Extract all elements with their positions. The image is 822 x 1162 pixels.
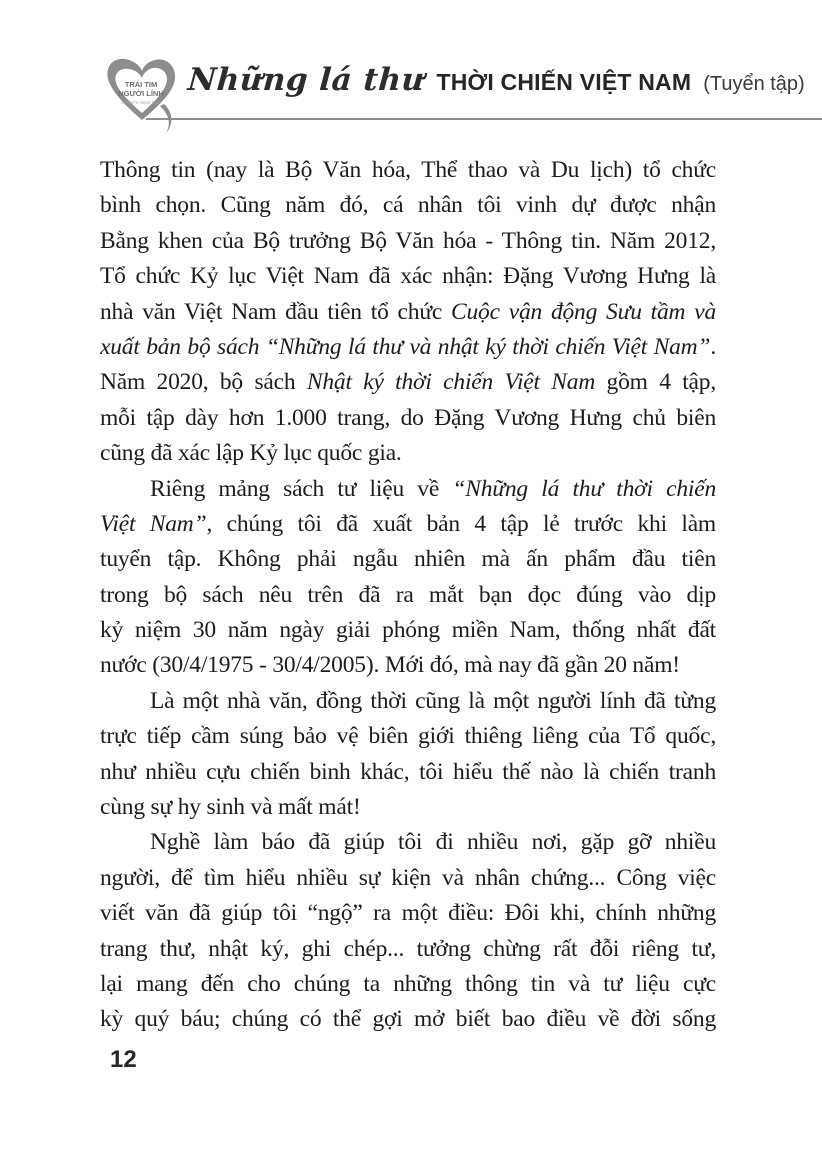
text-line: [100, 719, 716, 754]
text-line: [100, 790, 716, 825]
paragraph: [100, 825, 716, 1037]
book-title-suffix: (Tuyển tập): [703, 73, 805, 95]
text-line: [100, 896, 716, 931]
text-segment: lại mang đến cho chúng ta những thông tin và tư liệu cực: [100, 970, 716, 997]
italic-text-segment: “Những lá thư thời chiến: [452, 475, 716, 502]
italic-text-segment: Nhật ký thời chiến Việt Nam: [306, 369, 596, 396]
text-line: [100, 613, 716, 648]
text-segment: cũng đã xác lập Kỷ lục quốc gia.: [100, 440, 402, 467]
text-line: [100, 365, 716, 400]
text-segment: người, để tìm hiểu nhiều sự kiện và nhân chứng... Công việc: [100, 864, 716, 891]
text-segment: như nhiều cựu chiến binh khác, tôi hiểu thế nào là chiến tranh: [100, 758, 716, 785]
page-body: [100, 153, 716, 1038]
text-segment: nước (30/4/1975 - 30/4/2005). Mới đó, mà nay đã gần 20 năm!: [100, 652, 680, 679]
text-segment: kỷ niệm 30 năm ngày giải phóng miền Nam, thống nhất đất: [100, 617, 716, 644]
text-segment: trang thư, nhật ký, ghi chép... tưởng chừng rất đỗi riêng tư,: [100, 935, 716, 962]
text-segment: nhà văn Việt Nam đầu tiên tổ chức: [100, 298, 451, 325]
text-segment: Bằng khen của Bộ trưởng Bộ Văn hóa - Thông tin. Năm 2012,: [100, 227, 716, 254]
text-segment: Riêng mảng sách tư liệu về: [150, 475, 453, 502]
page-number: 12: [110, 1046, 137, 1073]
book-title: [186, 62, 805, 114]
text-line: [100, 755, 716, 790]
text-line: [100, 188, 716, 223]
logo-text-line2: NGƯỜI LÍNH: [118, 89, 164, 98]
text-line: [100, 330, 716, 365]
text-line: [100, 153, 716, 188]
text-line: [100, 295, 716, 330]
paragraph: [100, 684, 716, 826]
text-segment: mỗi tập dày hơn 1.000 trang, do Đặng Vương Hưng chủ biên: [100, 404, 716, 431]
text-line: [100, 861, 716, 896]
text-segment: trong bộ sách nêu trên đã ra mắt bạn đọc đúng vào dịp: [100, 581, 716, 608]
text-segment: bình chọn. Cũng năm đó, cá nhân tôi vinh dự được nhận: [100, 192, 716, 219]
book-title-script: Những lá thư: [186, 62, 426, 98]
italic-text-segment: xuất bản bộ sách “Những lá thư và nhật ký thời chiến Việt Nam”: [100, 333, 711, 360]
text-segment: cùng sự hy sinh và mất mát!: [100, 794, 361, 821]
text-segment: Là một nhà văn, đồng thời cũng là một người lính đã từng: [150, 687, 716, 714]
text-segment: Năm 2020, bộ sách: [100, 369, 307, 396]
publisher-logo: [104, 54, 182, 134]
text-segment: , chúng tôi đã xuất bản 4 tập lẻ trước khi làm: [206, 510, 716, 537]
logo-text-line1: TRÁI TIM: [124, 80, 158, 89]
heart-logo-icon: [104, 54, 182, 134]
text-line: [100, 401, 716, 436]
text-segment: Nghề làm báo đã giúp tôi đi nhiều nơi, gặp gỡ nhiều: [150, 829, 716, 856]
text-line: [100, 259, 716, 294]
text-segment: tuyển tập. Không phải ngẫu nhiên mà ấn phẩm đầu tiên: [100, 546, 716, 573]
text-segment: kỳ quý báu; chúng có thể gợi mở biết bao điều về đời sống: [100, 1006, 716, 1033]
text-line: [100, 1002, 716, 1037]
text-line: [100, 825, 716, 860]
header-divider: [146, 118, 822, 120]
text-line: [100, 507, 716, 542]
italic-text-segment: Việt Nam”: [100, 510, 207, 537]
text-segment: trực tiếp cầm súng bảo vệ biên giới thiêng liêng của Tổ quốc,: [100, 723, 716, 750]
text-line: [100, 648, 716, 683]
text-line: [100, 578, 716, 613]
text-line: [100, 542, 716, 577]
text-segment: viết văn đã giúp tôi “ngộ” ra một điều: Đôi khi, chính những: [100, 900, 716, 927]
text-line: [100, 472, 716, 507]
paragraph: [100, 472, 716, 684]
book-title-caps: THỜI CHIẾN VIỆT NAM: [436, 69, 692, 95]
text-segment: gồm 4 tập,: [595, 369, 716, 396]
text-line: [100, 684, 716, 719]
text-segment: Thông tin (nay là Bộ Văn hóa, Thể thao và Du lịch) tổ chức: [100, 157, 716, 183]
text-segment: Tổ chức Kỷ lục Việt Nam đã xác nhận: Đặng Vương Hưng là: [100, 263, 716, 290]
italic-text-segment: Cuộc vận động Sưu tầm và: [451, 298, 716, 325]
text-line: [100, 224, 716, 259]
text-segment: .: [710, 333, 716, 360]
text-line: [100, 967, 716, 1002]
text-line: [100, 436, 716, 471]
paragraph: [100, 153, 716, 472]
logo-text-line3: Soldier's Heart Club: [121, 100, 161, 105]
text-line: [100, 932, 716, 967]
